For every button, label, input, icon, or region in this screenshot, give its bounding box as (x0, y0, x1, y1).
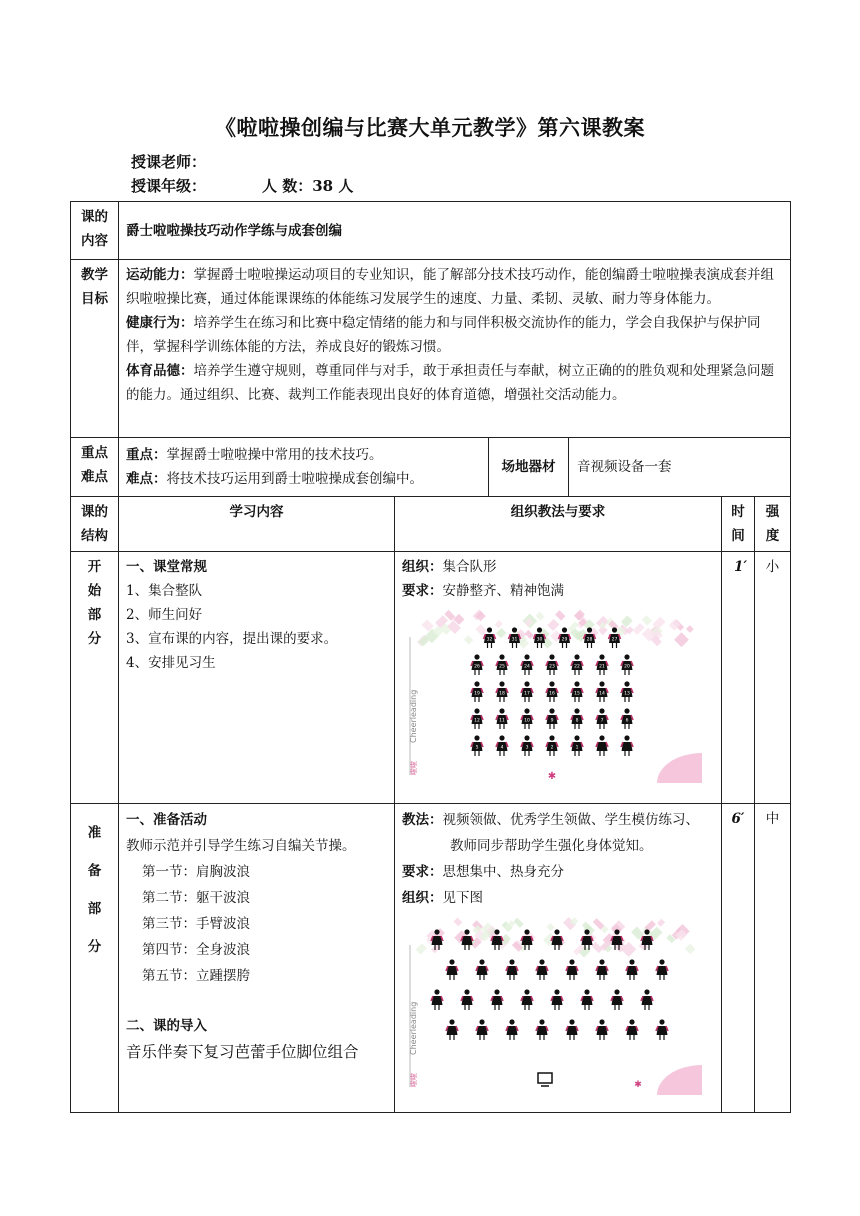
list-item: 1、集合整队 (126, 583, 203, 599)
svg-text:15: 15 (574, 691, 580, 697)
goal-item (126, 311, 783, 359)
header-method: 组织教法与要求 (395, 497, 722, 552)
svg-text:19: 19 (474, 691, 480, 697)
svg-text:✱: ✱ (634, 1080, 642, 1090)
svg-text:9: 9 (550, 718, 554, 724)
keypoints-cell (119, 438, 489, 497)
org-key: 组织： (402, 559, 443, 575)
svg-text:32: 32 (486, 637, 493, 643)
org-text: 见下图 (442, 890, 483, 906)
list-item: 2、师生问好 (126, 607, 203, 623)
formation-diagram-start (402, 607, 702, 783)
method-text: 视频领做、优秀学生领做、学生模仿练习、 (442, 812, 699, 828)
grade-line (131, 175, 353, 196)
svg-text:17: 17 (524, 691, 530, 697)
teacher-label: 授课老师： (131, 153, 207, 171)
list-item: 第三节：手臂波浪 (142, 916, 250, 932)
student-count: 人 数：38 人 (262, 177, 354, 195)
svg-text:29: 29 (561, 637, 568, 643)
prep-heading2: 二、课的导入 (126, 1018, 207, 1034)
formation-diagram-prep (402, 915, 702, 1095)
goal-text: 培养学生在练习和比赛中稳定情绪的能力和与同伴积极交流协作的能力，学会自我保护与保护同伴，掌握科学训练体能的方法，养成良好的锻炼习惯。 (126, 315, 761, 355)
svg-text:12: 12 (474, 718, 480, 724)
method-text2: 教师同步帮助学生强化身体觉知。 (450, 838, 653, 854)
svg-text:20: 20 (624, 664, 630, 670)
row-prep (71, 804, 791, 1113)
svg-text:28: 28 (586, 637, 593, 643)
svg-text:25: 25 (499, 664, 505, 670)
prep-intro2: 音乐伴奏下复习芭蕾手位脚位组合 (126, 1043, 359, 1061)
content-value: 爵士啦啦操技巧动作学练与成套创编 (119, 202, 791, 260)
goals-cell (119, 260, 791, 438)
row-key-points (71, 438, 791, 497)
start-content (119, 552, 395, 804)
venue-cell (489, 438, 791, 497)
goals-label: 教学目标 (71, 260, 119, 438)
lesson-plan-table (70, 201, 791, 1113)
svg-text:10: 10 (524, 718, 530, 724)
svg-text:1: 1 (575, 745, 579, 751)
goal-key: 健康行为： (126, 315, 194, 331)
document-title: 《啦啦操创编与比赛大单元教学》第六课教案 (215, 115, 645, 140)
svg-text:3: 3 (525, 745, 529, 751)
start-time: 1′ (722, 552, 755, 804)
svg-text:26: 26 (474, 664, 480, 670)
list-item: 3、宣布课的内容，提出课的要求。 (126, 631, 338, 647)
difficulty-text: 将技术技巧运用到爵士啦啦操成套创编中。 (166, 471, 423, 487)
prep-label: 准 备 部 分 (71, 804, 119, 1113)
svg-text:13: 13 (624, 691, 630, 697)
org-text: 集合队形 (442, 559, 497, 575)
list-item: 第二节：躯干波浪 (142, 890, 250, 906)
prep-intensity: 中 (755, 804, 791, 1113)
method-key: 教法： (402, 812, 443, 828)
list-item: 4、安排见习生 (126, 655, 216, 671)
venue-value: 音视频设备一套 (577, 459, 672, 475)
svg-text:24: 24 (524, 664, 530, 670)
req-key: 要求： (402, 864, 443, 880)
org-key: 组织： (402, 890, 443, 906)
svg-text:4: 4 (500, 745, 504, 751)
req-text: 思想集中、热身充分 (442, 864, 564, 880)
svg-text:✱: ✱ (547, 771, 557, 782)
prep-method (395, 804, 722, 1113)
row-goals (71, 260, 791, 438)
svg-text:27: 27 (611, 637, 618, 643)
prep-time: 6′ (722, 804, 755, 1113)
cheerleading-side-text: Cheerleading (409, 689, 418, 743)
svg-text:16: 16 (549, 691, 555, 697)
svg-text:啦啦: 啦啦 (410, 1073, 418, 1087)
difficulty-key: 难点： (126, 471, 167, 487)
prep-intro: 教师示范并引导学生练习自编关节操。 (126, 838, 356, 854)
list-item: 第一节：肩胸波浪 (142, 864, 250, 880)
svg-text:2: 2 (550, 745, 554, 751)
svg-text:啦啦: 啦啦 (410, 761, 418, 775)
goal-key: 运动能力： (126, 267, 194, 283)
svg-text:22: 22 (574, 664, 580, 670)
svg-text:11: 11 (499, 718, 505, 724)
svg-text:8: 8 (575, 718, 579, 724)
svg-text:31: 31 (511, 637, 518, 643)
header-time: 时间 (722, 497, 755, 552)
svg-text:23: 23 (549, 664, 555, 670)
svg-text:30: 30 (536, 637, 543, 643)
start-intensity: 小 (755, 552, 791, 804)
list-item: 第四节：全身波浪 (142, 942, 250, 958)
req-text: 安静整齐、精神饱满 (442, 583, 564, 599)
svg-text:18: 18 (499, 691, 505, 697)
svg-text:7: 7 (600, 718, 604, 724)
goal-item (126, 263, 783, 311)
req-key: 要求： (402, 583, 443, 599)
svg-text:6: 6 (625, 718, 629, 724)
svg-text:5: 5 (475, 745, 479, 751)
header-content: 学习内容 (119, 497, 395, 552)
cheerleading-side-text: Cheerleading (409, 1001, 418, 1055)
focus-key: 重点： (126, 447, 167, 463)
goal-text: 培养学生遵守规则，尊重同伴与对手，敢于承担责任与奉献，树立正确的的胜负观和处理紧急问题的能力。通过组织、比赛、裁判工作能表现出良好的体育道德，增强社交活动能力。 (126, 363, 774, 403)
start-label: 开 始 部 分 (71, 552, 119, 804)
svg-text:21: 21 (599, 664, 605, 670)
row-header (71, 497, 791, 552)
row-content (71, 202, 791, 260)
keypoints-label: 重点难点 (71, 438, 119, 497)
header-structure: 课的结构 (71, 497, 119, 552)
prep-content (119, 804, 395, 1113)
svg-text:14: 14 (599, 691, 605, 697)
goal-text: 掌握爵士啦啦操运动项目的专业知识，能了解部分技术技巧动作，能创编爵士啦啦操表演成套并组织啦啦操比赛，通过体能课课练的体能练习发展学生的速度、力量、柔韧、灵敏、耐力等身体能力。 (126, 267, 774, 307)
prep-heading: 一、准备活动 (126, 812, 207, 828)
start-method (395, 552, 722, 804)
venue-label: 场地器材 (489, 438, 569, 496)
start-heading: 一、课堂常规 (126, 559, 207, 575)
header-intensity: 强度 (755, 497, 791, 552)
list-item: 第五节：立踵摆胯 (142, 968, 250, 984)
row-start (71, 552, 791, 804)
focus-text: 掌握爵士啦啦操中常用的技术技巧。 (166, 447, 383, 463)
content-label: 课的内容 (71, 202, 119, 260)
goal-key: 体育品德： (126, 363, 194, 379)
grade-label: 授课年级： (131, 177, 207, 195)
goal-item (126, 359, 783, 407)
